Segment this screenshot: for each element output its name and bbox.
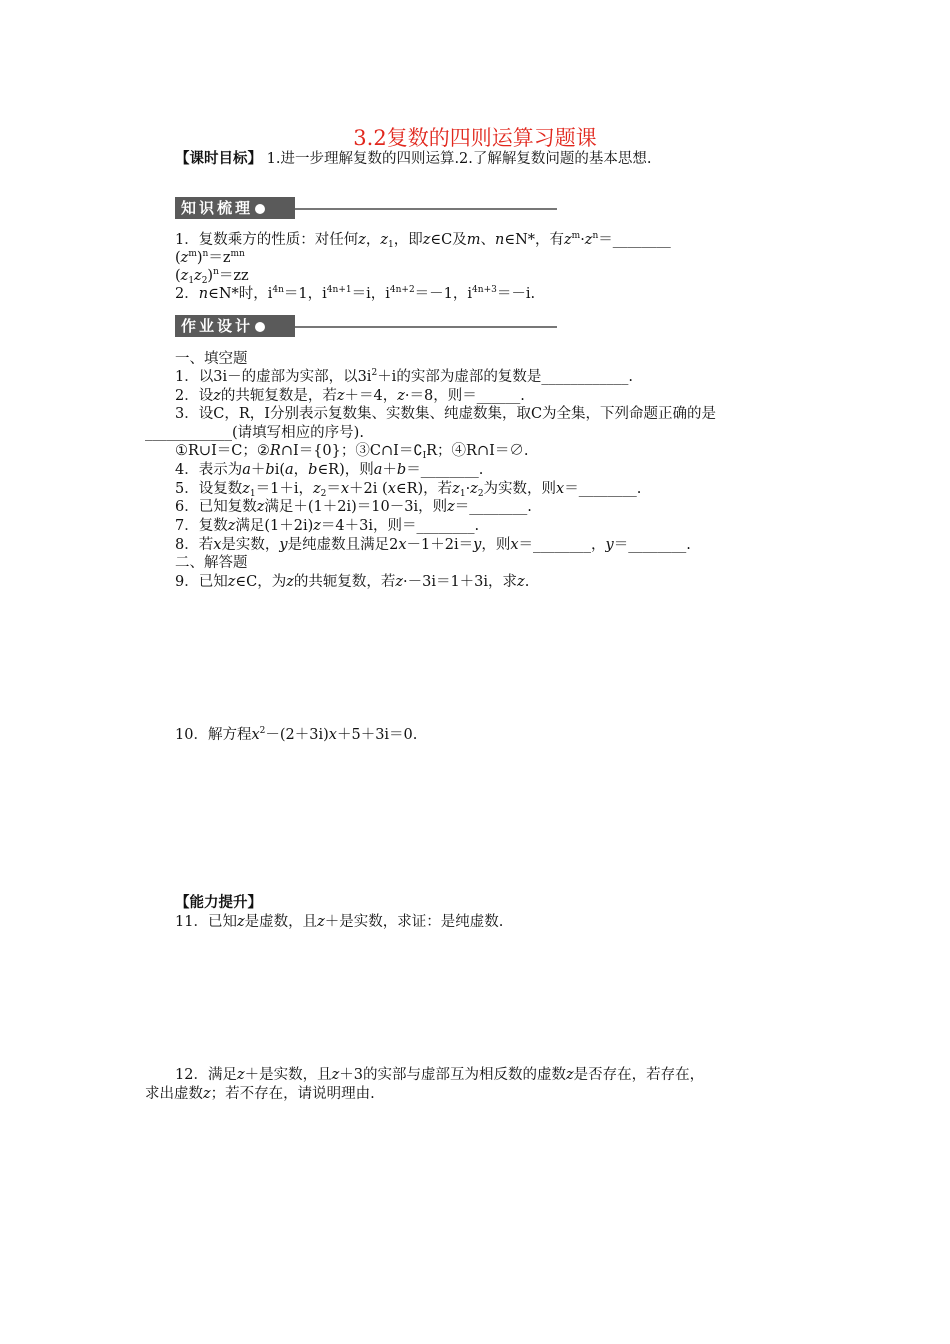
sup: n xyxy=(213,267,219,277)
text: 4．表示为 xyxy=(175,462,243,478)
section-homework-label: 作业设计 xyxy=(181,317,254,335)
text: 6．已知复数 xyxy=(175,499,257,515)
text: ∈C，为 xyxy=(235,574,287,590)
bullet-icon xyxy=(255,204,265,214)
text: 是否存在，若存在， xyxy=(573,1067,705,1083)
var: z xyxy=(242,481,250,497)
var: z xyxy=(227,574,236,590)
text: ·－3i＝1＋3i，求 xyxy=(402,574,518,590)
var: z xyxy=(331,1067,340,1083)
var: y xyxy=(605,537,614,553)
text: 9．已知 xyxy=(175,574,228,590)
sub: 1 xyxy=(249,489,256,499)
question-5 xyxy=(175,480,641,498)
question-12 xyxy=(175,1066,704,1084)
sup: 4n+3 xyxy=(472,285,497,295)
text: . xyxy=(524,574,530,590)
question-6 xyxy=(175,498,532,516)
text: －(2＋3i) xyxy=(265,727,329,743)
text: ＋2i ( xyxy=(349,481,388,497)
section-review-label: 知识梳理 xyxy=(181,199,254,217)
text: 满足＋(1＋2i)＝10－3i，则 xyxy=(264,499,448,515)
var: x xyxy=(398,537,407,553)
var: a xyxy=(242,462,251,478)
text: ＝1，i xyxy=(283,286,327,302)
sup: n xyxy=(592,231,599,241)
text: 7．复数 xyxy=(175,518,228,534)
var: z xyxy=(236,914,245,930)
text: N* xyxy=(515,232,535,248)
text: · xyxy=(465,481,471,497)
sub: I xyxy=(422,451,427,461)
var: z xyxy=(180,250,189,266)
var: x xyxy=(213,537,222,553)
text: ＋是实数，且 xyxy=(244,1067,332,1083)
text: 8．若 xyxy=(175,537,214,553)
question-3: 3．设C，R，I分别表示复数集、实数集、纯虚数集，取C为全集，下列命题正确的是 xyxy=(175,406,717,422)
sub: 2 xyxy=(477,489,484,499)
text: ∩I＝{0}；③C∩I＝ xyxy=(280,443,414,459)
question-8 xyxy=(175,536,691,554)
var: b xyxy=(396,462,407,478)
text: －1＋2i＝ xyxy=(406,537,474,553)
text: 11．已知 xyxy=(175,914,237,930)
var: z xyxy=(286,574,294,590)
var: a xyxy=(284,462,294,478)
var: z xyxy=(227,518,236,534)
text: 1．复数乘方的性质：对任何 xyxy=(175,232,359,248)
text: ；若不存在，请说明理由. xyxy=(210,1086,375,1102)
text: ＋＝4， xyxy=(344,388,398,404)
text: 是实数， xyxy=(221,537,280,553)
text: ∈R)，若 xyxy=(395,481,453,497)
sub: 2 xyxy=(201,276,208,286)
part2-heading: 二、解答题 xyxy=(175,555,248,571)
text: 的共轭复数，若 xyxy=(293,574,396,590)
var: z xyxy=(447,499,455,515)
text: 2． xyxy=(175,286,199,302)
var: x xyxy=(387,481,396,497)
text: ＝i，i xyxy=(351,286,390,302)
sup: m xyxy=(571,231,581,241)
text: 满足(1＋2i) xyxy=(235,518,314,534)
var: z xyxy=(236,1067,245,1083)
var: b xyxy=(265,462,275,478)
var: z xyxy=(256,499,265,515)
var: z xyxy=(565,1067,574,1083)
text: ＝zz xyxy=(218,268,249,284)
text: ＝________ xyxy=(598,232,671,248)
var: a xyxy=(373,462,383,478)
var: R xyxy=(269,443,281,459)
var: n xyxy=(198,286,209,302)
var: x xyxy=(556,481,565,497)
text: 是纯虚数且满足2 xyxy=(287,537,399,553)
review-line-1: 1．复数乘方的性质：对任何z，$z_1$，即z∈C及m、n∈N*，有$z^m\cdot z^n=\_\_\_\_\_\_\_\_$ xyxy=(175,231,671,250)
part1-heading: 一、填空题 xyxy=(175,351,248,367)
var: m xyxy=(466,232,481,248)
text: ＝4＋3i，则＝________. xyxy=(320,518,480,534)
text: ·＝8，则＝______. xyxy=(404,388,525,404)
text: ＋是实数，求证：是纯虚数. xyxy=(324,914,504,930)
var: z xyxy=(564,232,572,248)
text: ∁ xyxy=(413,443,423,459)
var: n xyxy=(494,232,505,248)
question-2 xyxy=(175,387,525,405)
text: ＋5＋3i＝0. xyxy=(336,727,418,743)
var: z xyxy=(452,481,460,497)
section-homework-header xyxy=(175,315,295,337)
var: z xyxy=(584,232,593,248)
var: b xyxy=(308,462,318,478)
var: z xyxy=(194,268,202,284)
text: 是虚数，且 xyxy=(244,914,318,930)
var: z xyxy=(395,574,403,590)
text: ∈R)，则 xyxy=(317,462,374,478)
var: z xyxy=(517,574,525,590)
text: 1．以3i－的虚部为实部，以3i xyxy=(175,369,372,385)
sup: 4n+1 xyxy=(326,285,352,295)
text: ＝________， xyxy=(518,537,606,553)
text: ＝________. xyxy=(613,537,691,553)
var: x xyxy=(510,537,519,553)
text: ＋3的实部与虚部互为相反数的虚数 xyxy=(339,1067,566,1083)
sub: 1 xyxy=(188,276,195,286)
question-9 xyxy=(175,573,529,591)
text: ， xyxy=(293,462,309,478)
sub: 1 xyxy=(459,489,466,499)
objectives-text: 1.进一步理解复数的四则运算.2.了解解复数问题的基本思想. xyxy=(262,151,652,167)
sup: 4n+2 xyxy=(389,285,415,295)
ability-label: 【能力提升】 xyxy=(175,895,262,911)
text: ①R∪I＝C；② xyxy=(175,443,270,459)
text: C xyxy=(441,232,453,248)
page-title: 3.2复数的四则运算习题课 xyxy=(353,126,597,150)
sup: n xyxy=(202,249,209,259)
question-11 xyxy=(175,913,503,931)
text: 2．设 xyxy=(175,388,214,404)
objectives xyxy=(175,150,652,168)
question-4 xyxy=(175,461,483,479)
sup: 2 xyxy=(259,726,266,736)
text: 及 xyxy=(452,232,467,248)
question-12-cont xyxy=(145,1085,375,1103)
divider xyxy=(295,326,557,328)
question-3-options xyxy=(175,442,528,460)
question-3-blank: ____________(请填写相应的序号). xyxy=(145,425,364,441)
var: z xyxy=(180,268,189,284)
text: ＋i的实部为虚部的复数是____________. xyxy=(377,369,633,385)
objectives-label: 【课时目标】 xyxy=(175,151,262,167)
review-line-3: $(z_1z_2)^n=zz$ xyxy=(175,267,249,286)
var: z xyxy=(397,388,405,404)
text: ＝ xyxy=(326,481,341,497)
var: z xyxy=(313,518,321,534)
text: 时，i xyxy=(238,286,273,302)
var: z xyxy=(336,388,345,404)
text: 为实数，则 xyxy=(483,481,557,497)
var: y xyxy=(473,537,482,553)
text: 10．解方程 xyxy=(175,727,252,743)
var: z xyxy=(203,1086,211,1102)
text: ＝1＋i， xyxy=(255,481,313,497)
text: ＝________. xyxy=(564,481,642,497)
question-10 xyxy=(175,726,417,744)
text: ＋ xyxy=(382,462,397,478)
var: z xyxy=(422,232,431,248)
text: 5．设复数 xyxy=(175,481,243,497)
text: ＝________. xyxy=(406,462,484,478)
question-1 xyxy=(175,368,633,386)
text: ，即 xyxy=(393,232,423,248)
var: z xyxy=(312,481,321,497)
text: ＝z xyxy=(208,250,231,266)
var: x xyxy=(251,727,260,743)
text: ＝________. xyxy=(454,499,532,515)
text: N* xyxy=(218,286,239,302)
sup: m xyxy=(188,249,197,259)
sub: 2 xyxy=(320,489,327,499)
var: x xyxy=(328,727,337,743)
text: ，有 xyxy=(535,232,564,248)
text: i( xyxy=(274,462,285,478)
question-7 xyxy=(175,517,479,535)
var: x xyxy=(340,481,350,497)
sup: mn xyxy=(230,249,245,259)
review-line-2: $(z^m)^n=z^{mn}$ xyxy=(175,249,245,266)
text: R；④R∩I＝∅. xyxy=(426,443,529,459)
review-line-4: 2．n∈N*时，$i^{4n}=1$，$i^{4n+1}=i$，$i^{4n+2}=-1$，$i^{4n+3}=-i$. xyxy=(175,285,536,302)
var: z xyxy=(380,232,389,248)
sup: 2 xyxy=(371,368,378,378)
var: z xyxy=(358,232,366,248)
var: y xyxy=(279,537,288,553)
text: 12．满足 xyxy=(175,1067,237,1083)
divider xyxy=(295,208,557,210)
section-review-header xyxy=(175,197,295,219)
text: ＝－i. xyxy=(496,286,536,302)
text: ＝－1，i xyxy=(414,286,473,302)
sup: 4n xyxy=(272,285,284,295)
text: ，则 xyxy=(481,537,511,553)
var: z xyxy=(470,481,478,497)
text: ＋ xyxy=(250,462,266,478)
sub: 1 xyxy=(388,240,394,250)
var: z xyxy=(213,388,221,404)
text: 求出虚数 xyxy=(145,1086,203,1102)
text: 的共轭复数是，若 xyxy=(220,388,337,404)
var: z xyxy=(317,914,325,930)
bullet-icon xyxy=(255,322,265,332)
